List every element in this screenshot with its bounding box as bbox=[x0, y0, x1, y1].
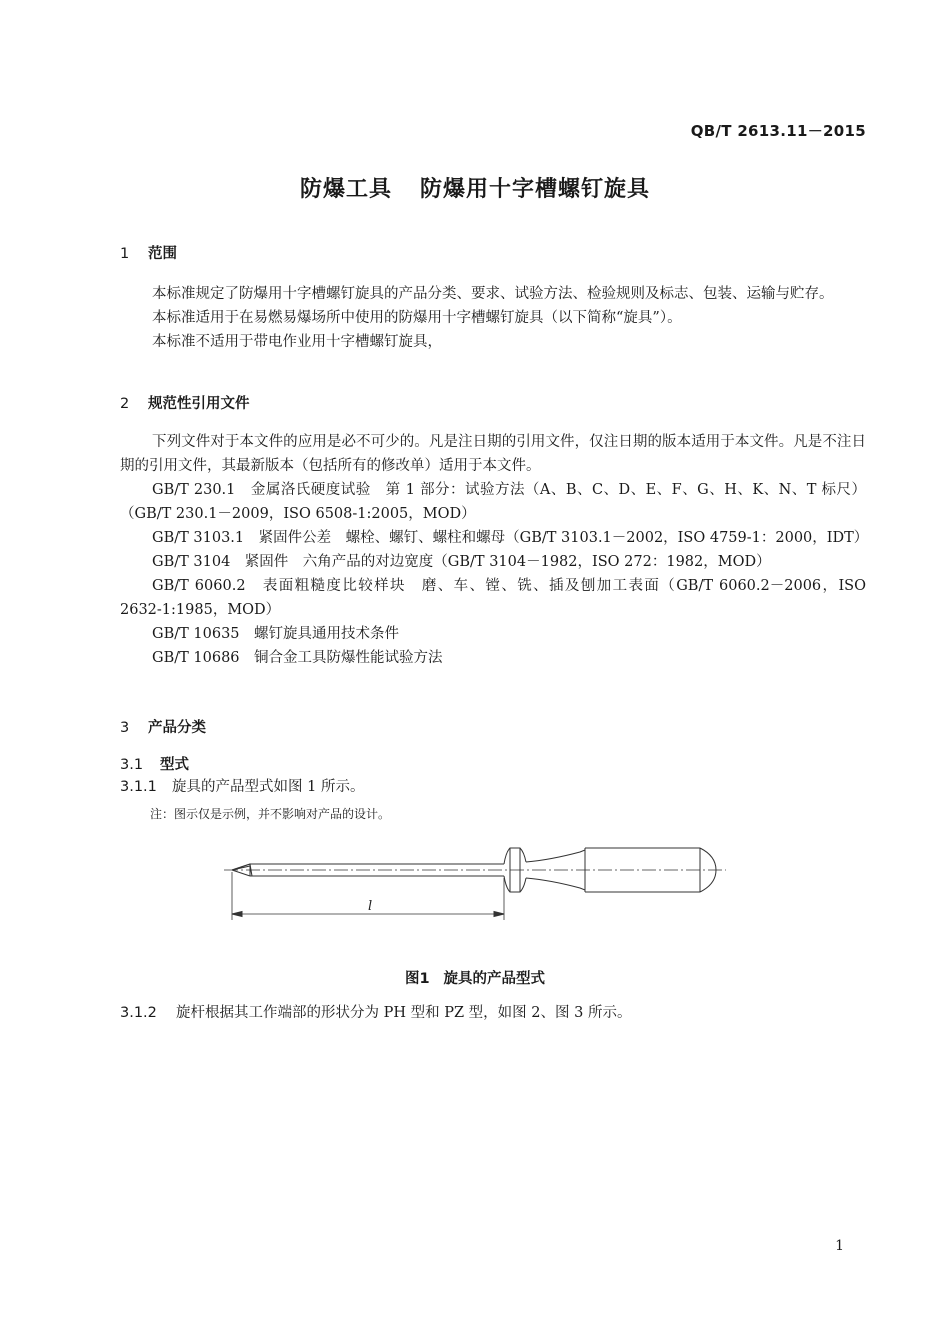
paragraph: 本标准不适用于带电作业用十字槽螺钉旋具， bbox=[152, 334, 442, 350]
section-1-title: 范围 bbox=[148, 246, 177, 262]
subsection-3-1-heading bbox=[120, 753, 189, 774]
screwdriver-drawing bbox=[220, 836, 730, 936]
section-3-title: 产品分类 bbox=[148, 720, 206, 736]
section-2-number: 2 bbox=[120, 396, 130, 412]
section-3-heading bbox=[120, 716, 206, 737]
figure-title: 旋具的产品型式 bbox=[443, 971, 546, 987]
figure-number: 图1 bbox=[404, 971, 430, 987]
reference-item: GB/T 6060.2 表面粗糙度比较样块 磨、车、镗、铣、插及刨加工表面（GB/T 6060.2－2006，ISO 2632-1:1985，MOD） bbox=[120, 578, 866, 618]
clause-number: 3.1.1 bbox=[120, 779, 157, 795]
dimension-label: l bbox=[368, 899, 373, 914]
subsection-title: 型式 bbox=[160, 757, 189, 773]
figure-note: 注：图示仅是示例，并不影响对产品的设计。 bbox=[150, 807, 391, 821]
reference-item: GB/T 3103.1 紧固件公差 螺栓、螺钉、螺柱和螺母（GB/T 3103.1－2002，ISO 4759-1：2000，IDT） bbox=[152, 530, 869, 546]
subsection-number: 3.1 bbox=[120, 757, 144, 773]
clause-3-1-1 bbox=[120, 775, 866, 799]
reference-item: GB/T 10635 螺钉旋具通用技术条件 bbox=[152, 626, 400, 642]
title-part-1: 防爆工具 bbox=[299, 177, 392, 202]
title-part-2: 防爆用十字槽螺钉旋具 bbox=[420, 177, 651, 202]
section-1-body bbox=[120, 282, 866, 354]
paragraph: 下列文件对于本文件的应用是必不可少的。凡是注日期的引用文件，仅注日期的版本适用于本文件。凡是不注日期的引用文件，其最新版本（包括所有的修改单）适用于本文件。 bbox=[120, 434, 866, 474]
paragraph: 本标准规定了防爆用十字槽螺钉旋具的产品分类、要求、试验方法、检验规则及标志、包装、运输与贮存。 bbox=[152, 286, 834, 302]
clause-text: 旋具的产品型式如图 1 所示。 bbox=[172, 779, 365, 795]
section-2-body bbox=[120, 430, 869, 670]
section-3-number: 3 bbox=[120, 720, 130, 736]
section-1-heading bbox=[120, 242, 177, 263]
document-title bbox=[0, 172, 950, 203]
section-1-number: 1 bbox=[120, 246, 130, 262]
reference-item: GB/T 230.1 金属洛氏硬度试验 第 1 部分：试验方法（A、B、C、D、E、F、G、H、K、N、T 标尺）（GB/T 230.1－2009，ISO 6508-1:2005，MOD） bbox=[120, 482, 866, 522]
paragraph: 本标准适用于在易燃易爆场所中使用的防爆用十字槽螺钉旋具（以下简称“旋具”）。 bbox=[152, 310, 682, 326]
section-2-title: 规范性引用文件 bbox=[148, 396, 250, 412]
page-number: 1 bbox=[835, 1238, 844, 1254]
section-2-heading bbox=[120, 392, 250, 413]
reference-item: GB/T 10686 铜合金工具防爆性能试验方法 bbox=[152, 650, 443, 666]
figure-caption bbox=[0, 967, 950, 988]
clause-3-1-2 bbox=[120, 1001, 866, 1025]
reference-item: GB/T 3104 紧固件 六角产品的对边宽度（GB/T 3104－1982，ISO 272：1982，MOD） bbox=[152, 554, 771, 570]
clause-text: 旋杆根据其工作端部的形状分为 PH 型和 PZ 型，如图 2、图 3 所示。 bbox=[176, 1005, 632, 1021]
clause-number: 3.1.2 bbox=[120, 1005, 157, 1021]
standard-code: QB/T 2613.11－2015 bbox=[690, 122, 866, 140]
